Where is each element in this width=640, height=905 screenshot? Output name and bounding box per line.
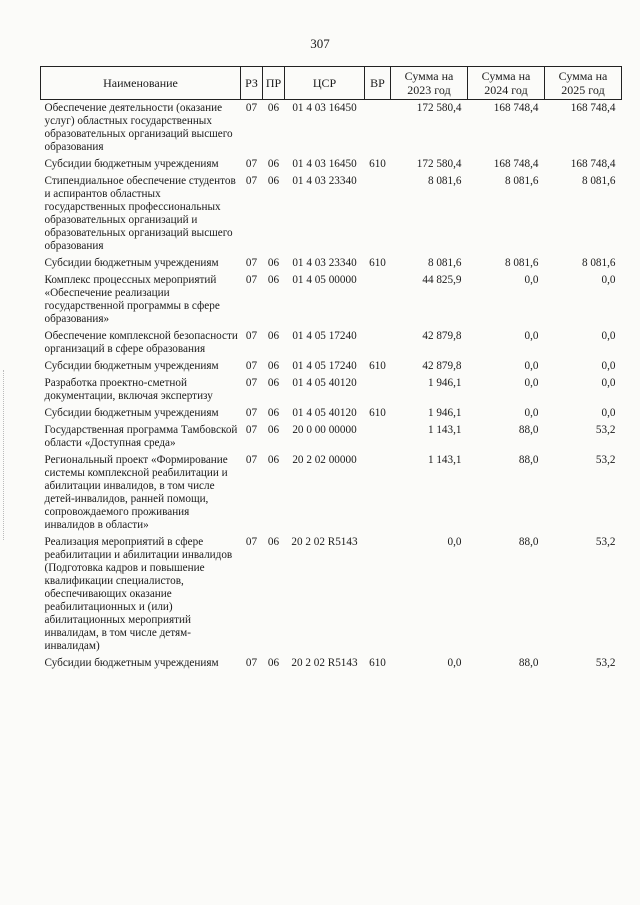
row-vr <box>365 175 391 257</box>
row-sum-2024: 0,0 <box>524 330 539 342</box>
row-sum-2025: 8 081,6 <box>581 175 616 187</box>
row-sum-2025: 168 748,4 <box>570 158 616 170</box>
row-name: Реализация мероприятий в сфере реабилитации и абилитации инвалидов (Подготовка кадров и повышение квалификации специалистов, обеспечивающих оказание реабилитационных и (или) абилитационных мероприятий инвалидам, в том числе детям-инвалидам) <box>44 536 233 652</box>
row-pr: 06 <box>267 377 280 389</box>
row-vr <box>365 424 391 454</box>
row-pr: 06 <box>267 407 280 419</box>
row-vr <box>365 536 391 657</box>
table-row <box>41 330 622 360</box>
row-rz: 07 <box>245 424 258 436</box>
budget-table <box>40 66 622 674</box>
row-name: Субсидии бюджетным учреждениям <box>44 407 219 419</box>
table-row <box>41 175 622 257</box>
row-sum-2025: 53,2 <box>595 536 616 548</box>
row-csr: 01 4 03 23340 <box>292 257 357 269</box>
row-pr: 06 <box>267 360 280 372</box>
row-rz: 07 <box>245 657 258 669</box>
table-row <box>41 424 622 454</box>
table-row <box>41 100 622 159</box>
row-sum-2025: 53,2 <box>595 454 616 466</box>
row-vr <box>365 377 391 407</box>
row-sum-2024: 0,0 <box>524 407 539 419</box>
table-row <box>41 257 622 274</box>
row-vr: 610 <box>369 360 386 372</box>
header-sum-2024: Сумма на 2024 год <box>468 67 545 100</box>
row-name: Субсидии бюджетным учреждениям <box>44 360 219 372</box>
row-name: Субсидии бюджетным учреждениям <box>44 657 219 669</box>
row-sum-2024: 168 748,4 <box>493 102 539 114</box>
row-vr <box>365 330 391 360</box>
row-name: Обеспечение комплексной безопасности организаций в сфере образования <box>44 330 238 355</box>
row-pr: 06 <box>267 175 280 187</box>
row-sum-2023: 1 143,1 <box>427 424 462 436</box>
row-name: Обеспечение деятельности (оказание услуг) областных государственных образовательных организаций высшего образования <box>44 102 233 153</box>
row-sum-2023: 1 946,1 <box>427 377 462 389</box>
table-row <box>41 274 622 330</box>
row-vr: 610 <box>369 257 386 269</box>
row-sum-2025: 0,0 <box>601 407 616 419</box>
table-row <box>41 158 622 175</box>
table-row <box>41 454 622 536</box>
margin-scan-mark <box>3 370 7 540</box>
row-csr: 01 4 03 23340 <box>292 175 357 187</box>
row-sum-2024: 0,0 <box>524 360 539 372</box>
row-pr: 06 <box>267 102 280 114</box>
row-pr: 06 <box>267 536 280 548</box>
table-row <box>41 360 622 377</box>
row-sum-2024: 88,0 <box>518 454 539 466</box>
header-sum-2025: Сумма на 2025 год <box>545 67 622 100</box>
row-sum-2024: 88,0 <box>518 536 539 548</box>
header-rz: РЗ <box>241 67 263 100</box>
page-number: 307 <box>310 36 330 51</box>
row-csr: 01 4 05 40120 <box>292 377 357 389</box>
row-name: Разработка проектно-сметной документации, включая экспертизу <box>44 377 213 402</box>
row-vr <box>365 274 391 330</box>
table-header <box>41 67 622 100</box>
row-csr: 01 4 05 17240 <box>292 330 357 342</box>
row-rz: 07 <box>245 175 258 187</box>
row-csr: 01 4 03 16450 <box>292 158 357 170</box>
row-sum-2025: 53,2 <box>595 424 616 436</box>
row-pr: 06 <box>267 158 280 170</box>
row-sum-2025: 0,0 <box>601 330 616 342</box>
row-sum-2025: 168 748,4 <box>570 102 616 114</box>
row-sum-2023: 1 143,1 <box>427 454 462 466</box>
header-sum-2023: Сумма на 2023 год <box>391 67 468 100</box>
row-vr <box>365 454 391 536</box>
row-sum-2024: 0,0 <box>524 377 539 389</box>
row-vr: 610 <box>369 158 386 170</box>
row-sum-2023: 8 081,6 <box>427 257 462 269</box>
row-name: Субсидии бюджетным учреждениям <box>44 158 219 170</box>
row-sum-2024: 88,0 <box>518 424 539 436</box>
row-rz: 07 <box>245 102 258 114</box>
row-name: Стипендиальное обеспечение студентов и аспирантов областных государственных профессиональных образовательных организаций и образовательных организаций высшего образования <box>44 175 236 252</box>
row-pr: 06 <box>267 257 280 269</box>
row-rz: 07 <box>245 407 258 419</box>
row-sum-2023: 42 879,8 <box>422 330 462 342</box>
row-rz: 07 <box>245 330 258 342</box>
row-csr: 20 0 00 00000 <box>292 424 357 436</box>
row-sum-2023: 0,0 <box>447 657 462 669</box>
row-csr: 20 2 02 R5143 <box>291 536 358 548</box>
row-rz: 07 <box>245 377 258 389</box>
header-csr: ЦСР <box>285 67 365 100</box>
row-sum-2024: 0,0 <box>524 274 539 286</box>
row-sum-2025: 0,0 <box>601 274 616 286</box>
row-name: Комплекс процессных мероприятий «Обеспечение реализации государственной программы в сфере образования» <box>44 274 220 325</box>
table-row <box>41 407 622 424</box>
row-rz: 07 <box>245 454 258 466</box>
row-vr <box>365 100 391 159</box>
row-pr: 06 <box>267 657 280 669</box>
row-sum-2025: 8 081,6 <box>581 257 616 269</box>
row-name: Субсидии бюджетным учреждениям <box>44 257 219 269</box>
row-name: Государственная программа Тамбовской области «Доступная среда» <box>44 424 238 449</box>
row-sum-2023: 1 946,1 <box>427 407 462 419</box>
row-sum-2025: 0,0 <box>601 360 616 372</box>
row-name: Региональный проект «Формирование системы комплексной реабилитации и абилитации инвалидов, в том числе детей-инвалидов, ранней помощи, сопровождаемого проживания инвалидов в области» <box>44 454 228 531</box>
header-name: Наименование <box>41 67 241 100</box>
row-sum-2023: 42 879,8 <box>422 360 462 372</box>
row-sum-2024: 168 748,4 <box>493 158 539 170</box>
header-pr: ПР <box>263 67 285 100</box>
row-sum-2024: 88,0 <box>518 657 539 669</box>
row-sum-2023: 172 580,4 <box>416 102 462 114</box>
row-vr: 610 <box>369 657 386 669</box>
row-pr: 06 <box>267 274 280 286</box>
table-row <box>41 377 622 407</box>
row-csr: 01 4 05 00000 <box>292 274 357 286</box>
row-rz: 07 <box>245 257 258 269</box>
row-rz: 07 <box>245 158 258 170</box>
row-sum-2023: 44 825,9 <box>422 274 462 286</box>
row-csr: 01 4 05 17240 <box>292 360 357 372</box>
table-body <box>41 100 622 675</box>
row-pr: 06 <box>267 454 280 466</box>
row-sum-2025: 0,0 <box>601 377 616 389</box>
row-rz: 07 <box>245 360 258 372</box>
row-csr: 01 4 03 16450 <box>292 102 357 114</box>
row-rz: 07 <box>245 274 258 286</box>
row-sum-2023: 0,0 <box>447 536 462 548</box>
row-rz: 07 <box>245 536 258 548</box>
row-sum-2023: 172 580,4 <box>416 158 462 170</box>
row-csr: 20 2 02 R5143 <box>291 657 358 669</box>
row-vr: 610 <box>369 407 386 419</box>
row-pr: 06 <box>267 330 280 342</box>
table-row <box>41 536 622 657</box>
header-vr: ВР <box>365 67 391 100</box>
row-csr: 01 4 05 40120 <box>292 407 357 419</box>
row-sum-2024: 8 081,6 <box>504 257 539 269</box>
row-pr: 06 <box>267 424 280 436</box>
row-sum-2024: 8 081,6 <box>504 175 539 187</box>
row-sum-2023: 8 081,6 <box>427 175 462 187</box>
row-csr: 20 2 02 00000 <box>292 454 357 466</box>
row-sum-2025: 53,2 <box>595 657 616 669</box>
table-row <box>41 657 622 674</box>
